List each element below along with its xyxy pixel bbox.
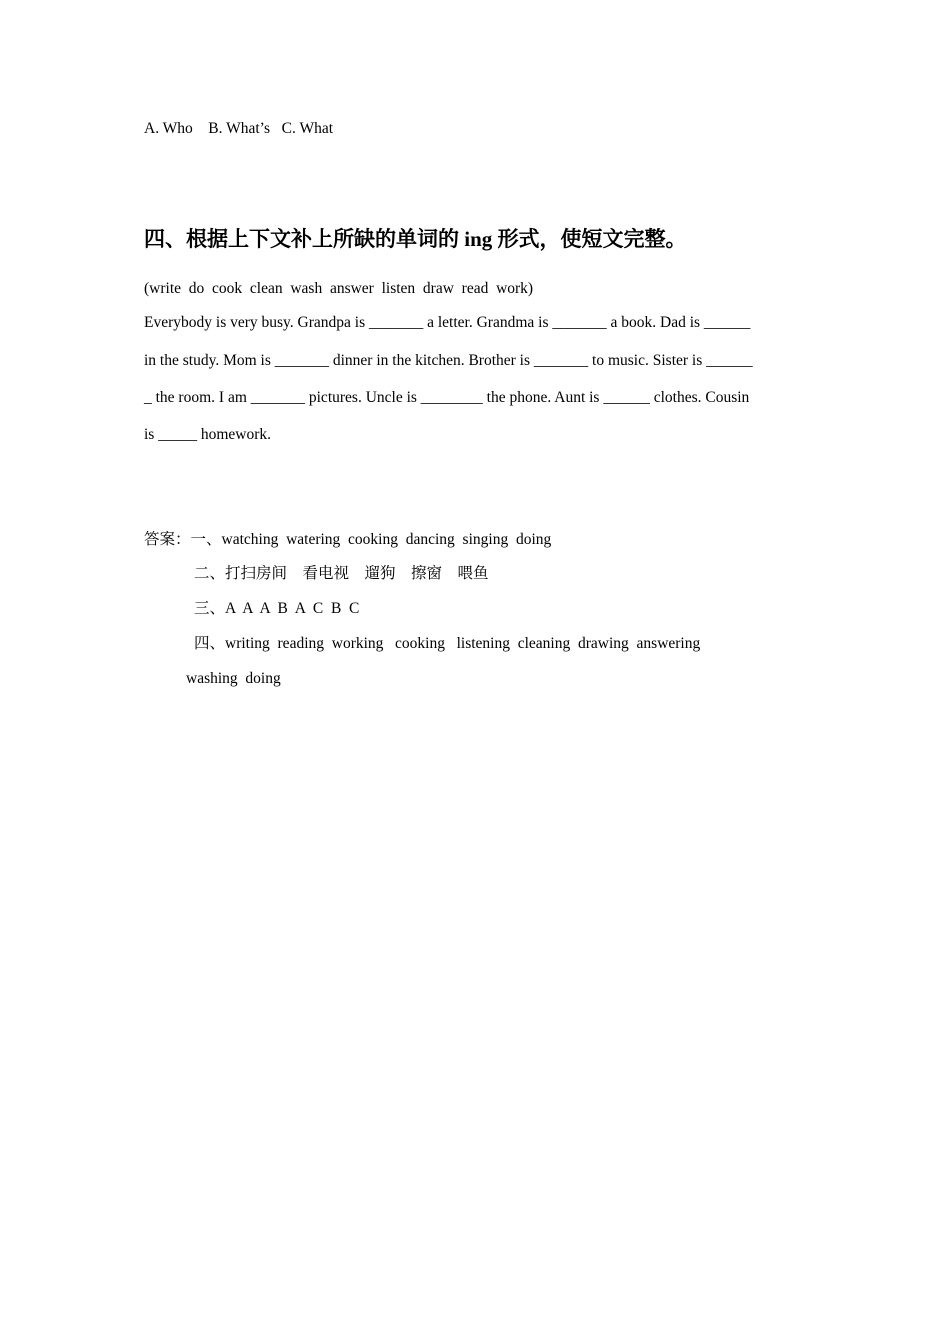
word-bank: (write do cook clean wash answer listen draw read work) bbox=[144, 280, 534, 297]
answer-options-line: A. Who B. What’s C. What bbox=[144, 120, 334, 137]
passage-line-3: _ the room. I am _______ pictures. Uncle is ________ the phone. Aunt is ______ clothes. Cousin bbox=[144, 389, 750, 406]
passage-line-2: in the study. Mom is _______ dinner in the kitchen. Brother is _______ to music. Sister is ______ bbox=[144, 352, 753, 369]
answer-line-2: 二、打扫房间 看电视 遛狗 擦窗 喂鱼 bbox=[194, 565, 489, 582]
passage-line-1: Everybody is very busy. Grandpa is _______ a letter. Grandma is _______ a book. Dad is ______ bbox=[144, 314, 751, 331]
section-four-heading: 四、根据上下文补上所缺的单词的 ing 形式，使短文完整。 bbox=[144, 227, 687, 251]
passage-line-4: is _____ homework. bbox=[144, 426, 272, 443]
answer-line-4: 四、writing reading working cooking listening cleaning drawing answering bbox=[194, 635, 701, 652]
answer-line-3: 三、A A A B A C B C bbox=[194, 600, 360, 617]
answer-line-1: 答案：一、watching watering cooking dancing singing doing bbox=[144, 531, 552, 548]
answer-line-5: washing doing bbox=[186, 670, 281, 687]
